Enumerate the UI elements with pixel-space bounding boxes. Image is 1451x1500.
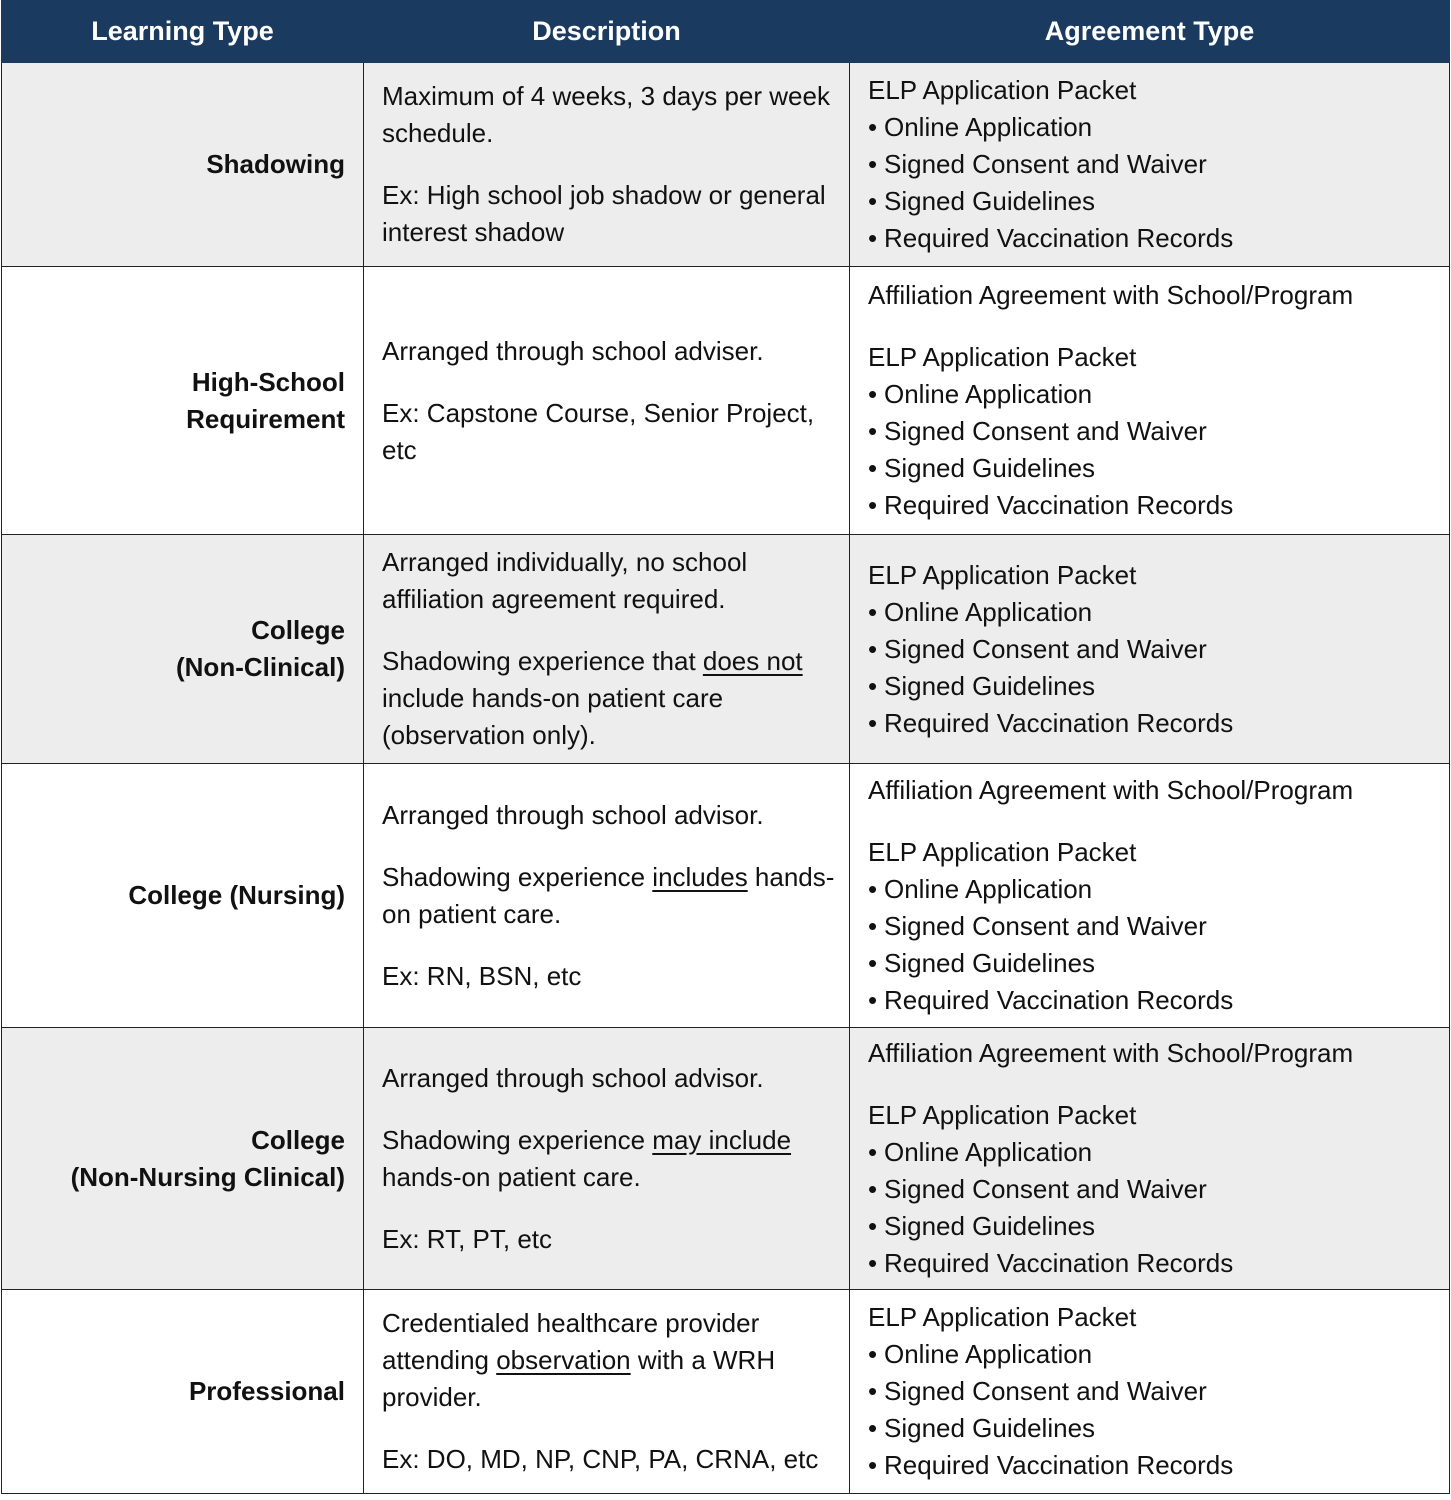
learning-type-label: High-School Requirement xyxy=(186,366,345,434)
affiliation-agreement: Affiliation Agreement with School/Program xyxy=(868,775,1354,805)
description-paragraph xyxy=(382,1221,835,1258)
elp-packet-title: ELP Application Packet xyxy=(868,1302,1137,1332)
description-paragraph xyxy=(382,395,835,469)
description-cell xyxy=(364,267,850,535)
description-text: Arranged through school advisor. xyxy=(382,1062,764,1093)
description-paragraph xyxy=(382,1060,835,1097)
agreement-cell xyxy=(850,764,1450,1028)
underlined-emphasis: does not xyxy=(702,646,803,676)
description-cell xyxy=(364,63,850,267)
agreement-cell xyxy=(850,1290,1450,1494)
table-row xyxy=(2,535,1450,764)
header-description: Description xyxy=(364,1,850,63)
table-row xyxy=(2,1028,1450,1290)
description-paragraph xyxy=(382,1305,835,1416)
packet-item: • Online Application xyxy=(868,1336,1439,1373)
description-text: Arranged through school adviser. xyxy=(382,335,764,366)
elp-packet-title: ELP Application Packet xyxy=(868,837,1137,867)
description-paragraph xyxy=(382,333,835,370)
packet-item: • Required Vaccination Records xyxy=(868,220,1439,257)
description-text: Arranged through school advisor. xyxy=(382,799,764,830)
description-text: with a WRH provider. xyxy=(382,1345,776,1412)
learning-type-cell xyxy=(2,63,364,267)
description-paragraph xyxy=(382,643,835,754)
agreement-cell xyxy=(850,63,1450,267)
packet-item: • Online Application xyxy=(868,871,1439,908)
learning-type-cell xyxy=(2,267,364,535)
table-row xyxy=(2,764,1450,1028)
agreement-cell xyxy=(850,1028,1450,1290)
agreement-cell xyxy=(850,535,1450,764)
packet-item: • Signed Guidelines xyxy=(868,450,1439,487)
underlined-emphasis: may include xyxy=(652,1124,792,1155)
learning-type-cell xyxy=(2,764,364,1028)
packet-item: • Online Application xyxy=(868,109,1439,146)
table-body xyxy=(2,63,1450,1494)
description-paragraph xyxy=(382,1441,835,1478)
packet-item: • Signed Guidelines xyxy=(868,945,1439,982)
packet-item: • Signed Consent and Waiver xyxy=(868,908,1439,945)
packet-item: • Signed Guidelines xyxy=(868,183,1439,220)
packet-item: • Signed Guidelines xyxy=(868,1208,1439,1245)
packet-item: • Signed Consent and Waiver xyxy=(868,631,1439,668)
description-text: Ex: RN, BSN, etc xyxy=(382,960,582,991)
learning-type-cell xyxy=(2,1028,364,1290)
packet-item: • Signed Guidelines xyxy=(868,668,1439,705)
learning-type-label: College (Nursing) xyxy=(128,880,345,910)
packet-item: • Required Vaccination Records xyxy=(868,487,1439,524)
description-paragraph xyxy=(382,1122,835,1196)
elp-packet-title: ELP Application Packet xyxy=(868,559,1137,590)
description-text: Shadowing experience that xyxy=(382,646,703,676)
packet-item: • Required Vaccination Records xyxy=(868,1245,1439,1282)
learning-type-cell xyxy=(2,1290,364,1494)
description-paragraph xyxy=(382,859,835,933)
learning-type-label: College (Non-Nursing Clinical) xyxy=(70,1124,345,1192)
packet-item: • Signed Consent and Waiver xyxy=(868,1373,1439,1410)
agreement-cell xyxy=(850,267,1450,535)
packet-item: • Required Vaccination Records xyxy=(868,705,1439,742)
description-paragraph xyxy=(382,958,835,995)
header-agreement-type: Agreement Type xyxy=(850,1,1450,63)
description-paragraph xyxy=(382,177,835,251)
table-row xyxy=(2,63,1450,267)
description-text: Ex: Capstone Course, Senior Project, etc xyxy=(382,397,815,465)
learning-type-label: College (Non-Clinical) xyxy=(176,615,345,682)
description-paragraph xyxy=(382,78,835,152)
description-text: Ex: RT, PT, etc xyxy=(382,1223,553,1254)
description-text: Arranged individually, no school affiliation agreement required. xyxy=(382,547,748,614)
packet-item: • Signed Consent and Waiver xyxy=(868,413,1439,450)
header-learning-type: Learning Type xyxy=(2,1,364,63)
packet-item: • Online Application xyxy=(868,376,1439,413)
elp-packet-title: ELP Application Packet xyxy=(868,75,1137,105)
description-text: Shadowing experience xyxy=(382,861,653,892)
learning-type-label: Shadowing xyxy=(206,149,345,179)
elp-packet-title: ELP Application Packet xyxy=(868,1100,1137,1130)
affiliation-agreement: Affiliation Agreement with School/Program xyxy=(868,1038,1354,1068)
description-cell xyxy=(364,764,850,1028)
underlined-emphasis: observation xyxy=(496,1345,631,1375)
affiliation-agreement: Affiliation Agreement with School/Program xyxy=(868,280,1354,310)
learning-types-table xyxy=(1,0,1450,1494)
packet-item: • Required Vaccination Records xyxy=(868,1447,1439,1484)
description-text: Shadowing experience xyxy=(382,1124,653,1155)
header-row xyxy=(2,1,1450,63)
learning-type-label: Professional xyxy=(188,1376,345,1406)
learning-type-cell xyxy=(2,535,364,764)
description-text: include hands-on patient care (observation only). xyxy=(382,683,724,750)
description-paragraph xyxy=(382,797,835,834)
table-row xyxy=(2,267,1450,535)
description-cell xyxy=(364,1028,850,1290)
description-cell xyxy=(364,535,850,764)
description-text: Maximum of 4 weeks, 3 days per week schedule. xyxy=(382,81,830,148)
packet-item: • Online Application xyxy=(868,594,1439,631)
description-paragraph xyxy=(382,544,835,618)
description-text: Ex: DO, MD, NP, CNP, PA, CRNA, etc xyxy=(382,1444,819,1474)
packet-item: • Signed Guidelines xyxy=(868,1410,1439,1447)
description-text: Ex: High school job shadow or general interest shadow xyxy=(382,180,826,247)
packet-item: • Signed Consent and Waiver xyxy=(868,146,1439,183)
underlined-emphasis: includes xyxy=(652,861,748,892)
packet-item: • Signed Consent and Waiver xyxy=(868,1171,1439,1208)
description-cell xyxy=(364,1290,850,1494)
packet-item: • Online Application xyxy=(868,1134,1439,1171)
elp-packet-title: ELP Application Packet xyxy=(868,342,1137,372)
description-text: hands-on patient care. xyxy=(382,1161,641,1192)
table-row xyxy=(2,1290,1450,1494)
description-text: hands-on patient care. xyxy=(382,861,835,929)
description-text: Credentialed healthcare provider attending xyxy=(382,1308,760,1375)
packet-item: • Required Vaccination Records xyxy=(868,982,1439,1019)
